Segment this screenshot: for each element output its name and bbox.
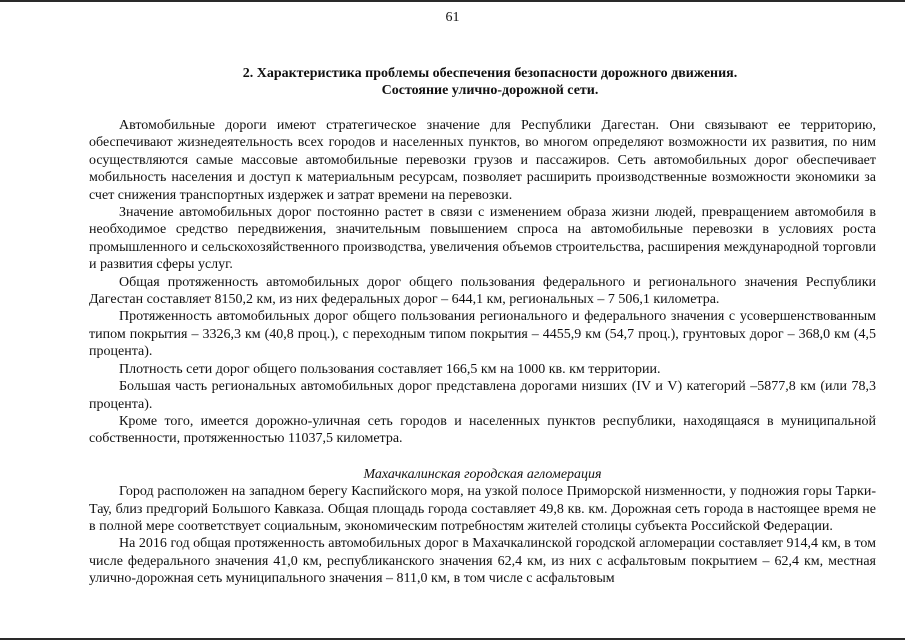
paragraph: Большая часть региональных автомобильных дорог представлена дорогами низших (IV и V) категорий –5877,8 км (или 78,3 процента). — [89, 379, 876, 412]
section-heading-line-1: 2. Характеристика проблемы обеспечения безопасности дорожного движения. — [242, 66, 738, 81]
paragraph: Протяженность автомобильных дорог общего пользования регионального и федерального значения с усовершенствованным типом покрытия – 3326,3 км (40,8 проц.), с переходным типом покрытия – 4455,9 км (54,7 проц.), грунтовых дорог – 368,0 км (4,5 процента). — [89, 309, 876, 360]
top-border-line — [0, 0, 905, 2]
section-heading-line-2: Состояние улично-дорожной сети. — [381, 83, 599, 98]
document-body — [89, 117, 876, 588]
subsection-heading: Махачкалинская городская агломерация — [363, 466, 602, 482]
page-number: 61 — [445, 10, 460, 25]
paragraph: Значение автомобильных дорог постоянно растет в связи с изменением образа жизни людей, превращением автомобиля в необходимое средство передвижения, значительным повышением спроса на автомобильные перевозки в условиях роста промышленного и сельскохозяйственного производства, увеличения объемов строительства, расширения международной торговли и развития сферы услуг. — [89, 205, 876, 273]
paragraph: Кроме того, имеется дорожно-уличная сеть городов и населенных пунктов республики, находящаяся в муниципальной собственности, протяженностью 11037,5 километра. — [89, 413, 876, 447]
paragraph: Плотность сети дорог общего пользования составляет 166,5 км на 1000 кв. км территории. — [119, 361, 661, 377]
paragraph: Город расположен на западном берегу Каспийского моря, на узкой полосе Приморской низменности, у подножия горы Тарки-Тау, близ предгорий Большого Кавказа. Общая площадь города составляет 49,8 кв. км. Дорожная сеть города в настоящее время не в полной мере соответствует социальным, экономическим потребностям жителей столицы субъекта Российской Федерации. — [89, 484, 876, 534]
paragraph: На 2016 год общая протяженность автомобильных дорог в Махачкалинской городской агломерации составляет 914,4 км, в том числе федерального значения 41,0 км, республиканского значения 62,4 км, из них с асфальтовым покрытием – 62,4 км, местная улично-дорожная сеть муниципального значения – 811,0 км, в том числе с асфальтовым — [89, 536, 876, 587]
paragraph: Общая протяженность автомобильных дорог общего пользования федерального и регионального значения Республики Дагестан составляет 8150,2 км, из них федеральных дорог – 644,1 км, региональных – 7 506,1 километра. — [89, 274, 876, 308]
paragraph: Автомобильные дороги имеют стратегическое значение для Республики Дагестан. Они связывают ее территорию, обеспечивают жизнедеятельность всех городов и населенных пунктов, во многом определяют возможности их развития, по ним осуществляются самые массовые автомобильные перевозки грузов и пассажиров. Сеть автомобильных дорог обеспечивает мобильность населения и доступ к материальным ресурсам, позволяет расширить производственные возможности экономики за счет снижения транспортных издержек и затрат времени на перевозки. — [89, 118, 876, 203]
section-heading — [90, 65, 890, 99]
